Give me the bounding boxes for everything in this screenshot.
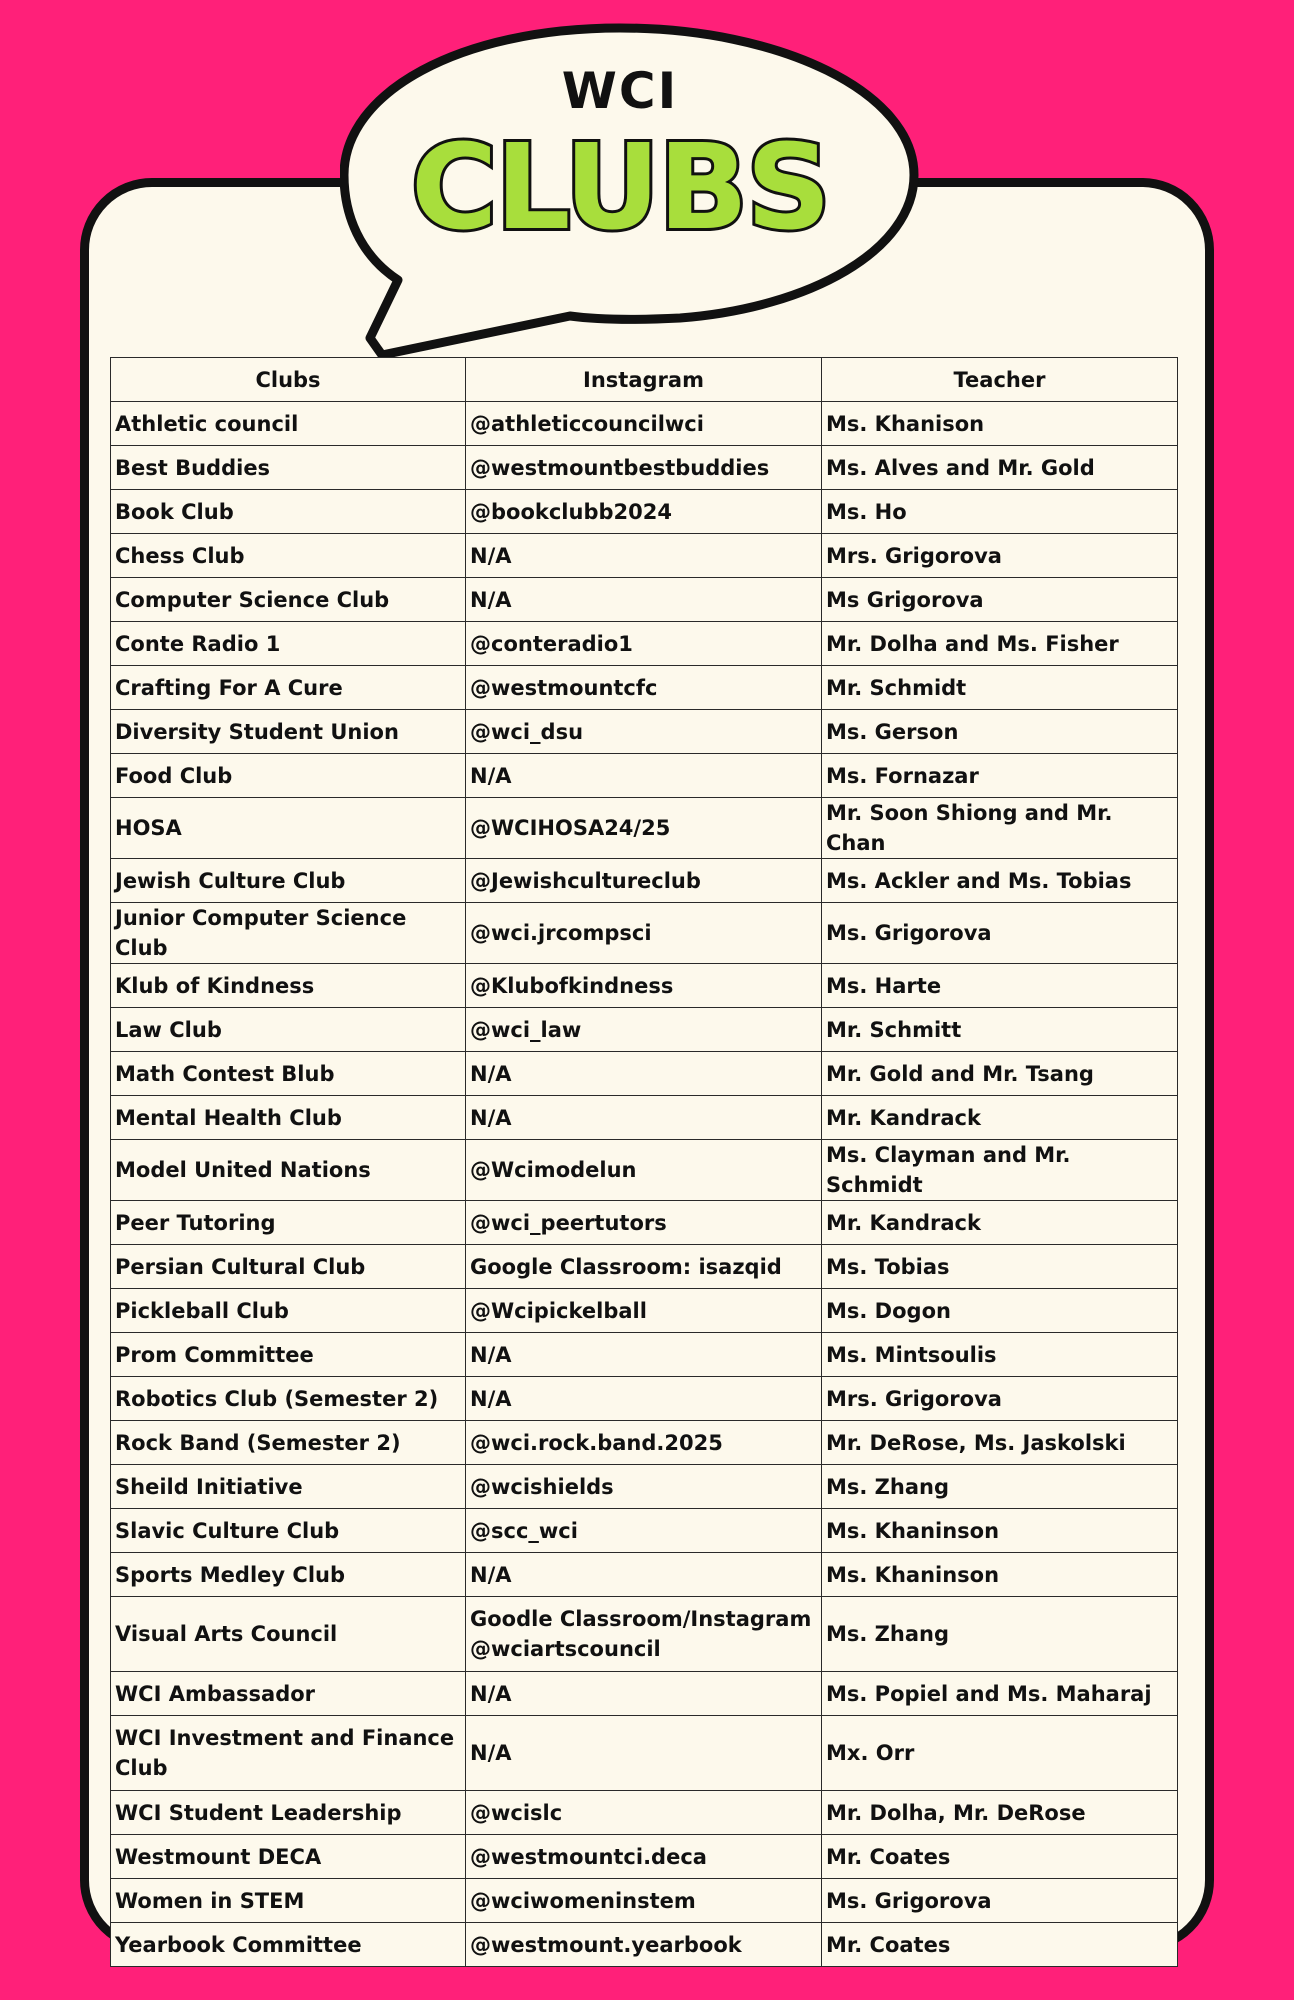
teacher-cell: Mr. Dolha, Mr. DeRose xyxy=(822,1791,1178,1835)
table-row xyxy=(111,1289,1178,1333)
table-row xyxy=(111,666,1178,710)
teacher-cell: Ms. Khanison xyxy=(822,402,1178,446)
club-name-cell: Rock Band (Semester 2) xyxy=(111,1421,466,1465)
speech-bubble xyxy=(340,0,920,370)
club-name-cell: Best Buddies xyxy=(111,446,466,490)
table-row xyxy=(111,1597,1178,1672)
table-row xyxy=(111,1791,1178,1835)
instagram-cell: @wci.jrcompsci xyxy=(466,903,822,964)
table-row xyxy=(111,754,1178,798)
instagram-cell: N/A xyxy=(466,1377,822,1421)
club-name-cell: Crafting For A Cure xyxy=(111,666,466,710)
table-row xyxy=(111,1923,1178,1967)
table-row xyxy=(111,1465,1178,1509)
instagram-cell: Google Classroom: isazqid xyxy=(466,1245,822,1289)
teacher-cell: Mr. DeRose, Ms. Jaskolski xyxy=(822,1421,1178,1465)
teacher-cell: Ms. Fornazar xyxy=(822,754,1178,798)
club-name-cell: Sports Medley Club xyxy=(111,1553,466,1597)
teacher-cell: Ms. Popiel and Ms. Maharaj xyxy=(822,1672,1178,1716)
instagram-cell: N/A xyxy=(466,1052,822,1096)
instagram-cell: @westmount.yearbook xyxy=(466,1923,822,1967)
header-big-title: CLUBS xyxy=(410,118,830,256)
header-small-title: WCI xyxy=(561,62,679,120)
teacher-cell: Ms. Alves and Mr. Gold xyxy=(822,446,1178,490)
club-name-cell: Pickleball Club xyxy=(111,1289,466,1333)
table-row xyxy=(111,446,1178,490)
club-name-cell: Jewish Culture Club xyxy=(111,859,466,903)
teacher-cell: Mr. Soon Shiong and Mr. Chan xyxy=(822,798,1178,859)
instagram-cell: @westmountbestbuddies xyxy=(466,446,822,490)
table-row xyxy=(111,964,1178,1008)
club-name-cell: WCI Ambassador xyxy=(111,1672,466,1716)
club-name-cell: Model United Nations xyxy=(111,1140,466,1201)
club-name-cell: Book Club xyxy=(111,490,466,534)
club-name-cell: Prom Committee xyxy=(111,1333,466,1377)
club-name-cell: WCI Investment and Finance Club xyxy=(111,1716,466,1791)
club-name-cell: Yearbook Committee xyxy=(111,1923,466,1967)
instagram-cell: @athleticcouncilwci xyxy=(466,402,822,446)
teacher-cell: Ms. Ackler and Ms. Tobias xyxy=(822,859,1178,903)
club-name-cell: WCI Student Leadership xyxy=(111,1791,466,1835)
club-name-cell: Chess Club xyxy=(111,534,466,578)
instagram-cell: @wcishields xyxy=(466,1465,822,1509)
table-row xyxy=(111,490,1178,534)
table-row xyxy=(111,1509,1178,1553)
table-row xyxy=(111,1421,1178,1465)
column-header-instagram: Instagram xyxy=(466,358,822,402)
teacher-cell: Mrs. Grigorova xyxy=(822,534,1178,578)
table-row xyxy=(111,1716,1178,1791)
club-name-cell: Junior Computer Science Club xyxy=(111,903,466,964)
instagram-cell: @WCIHOSA24/25 xyxy=(466,798,822,859)
teacher-cell: Ms. Clayman and Mr. Schmidt xyxy=(822,1140,1178,1201)
table-row xyxy=(111,859,1178,903)
clubs-table xyxy=(110,357,1178,1967)
teacher-cell: Mr. Gold and Mr. Tsang xyxy=(822,1052,1178,1096)
instagram-cell: N/A xyxy=(466,1716,822,1791)
teacher-cell: Ms. Tobias xyxy=(822,1245,1178,1289)
table-row xyxy=(111,1553,1178,1597)
table-row xyxy=(111,1201,1178,1245)
table-row xyxy=(111,1140,1178,1201)
club-name-cell: Food Club xyxy=(111,754,466,798)
instagram-cell: @Jewishcultureclub xyxy=(466,859,822,903)
instagram-cell: Goodle Classroom/Instagram @wciartscouncil xyxy=(466,1597,822,1672)
table-row xyxy=(111,710,1178,754)
instagram-cell: @westmountci.deca xyxy=(466,1835,822,1879)
instagram-cell: N/A xyxy=(466,1333,822,1377)
table-row xyxy=(111,534,1178,578)
teacher-cell: Ms. Khaninson xyxy=(822,1509,1178,1553)
club-name-cell: Diversity Student Union xyxy=(111,710,466,754)
table-row xyxy=(111,1008,1178,1052)
table-row xyxy=(111,903,1178,964)
teacher-cell: Mr. Kandrack xyxy=(822,1096,1178,1140)
teacher-cell: Ms. Dogon xyxy=(822,1289,1178,1333)
teacher-cell: Mx. Orr xyxy=(822,1716,1178,1791)
column-header-clubs: Clubs xyxy=(111,358,466,402)
table-row xyxy=(111,1245,1178,1289)
table-row xyxy=(111,1879,1178,1923)
instagram-cell: N/A xyxy=(466,1096,822,1140)
column-header-teacher: Teacher xyxy=(822,358,1178,402)
instagram-cell: N/A xyxy=(466,578,822,622)
instagram-cell: @Wcipickelball xyxy=(466,1289,822,1333)
teacher-cell: Mrs. Grigorova xyxy=(822,1377,1178,1421)
club-name-cell: Westmount DECA xyxy=(111,1835,466,1879)
teacher-cell: Mr. Dolha and Ms. Fisher xyxy=(822,622,1178,666)
instagram-cell: N/A xyxy=(466,534,822,578)
club-name-cell: Slavic Culture Club xyxy=(111,1509,466,1553)
teacher-cell: Ms. Gerson xyxy=(822,710,1178,754)
instagram-cell: N/A xyxy=(466,1672,822,1716)
instagram-cell: @wci.rock.band.2025 xyxy=(466,1421,822,1465)
club-name-cell: Klub of Kindness xyxy=(111,964,466,1008)
club-name-cell: Peer Tutoring xyxy=(111,1201,466,1245)
teacher-cell: Ms. Grigorova xyxy=(822,1879,1178,1923)
instagram-cell: @Klubofkindness xyxy=(466,964,822,1008)
table-row xyxy=(111,1672,1178,1716)
teacher-cell: Mr. Schmidt xyxy=(822,666,1178,710)
teacher-cell: Ms. Ho xyxy=(822,490,1178,534)
club-name-cell: Conte Radio 1 xyxy=(111,622,466,666)
instagram-cell: @wci_dsu xyxy=(466,710,822,754)
club-name-cell: Women in STEM xyxy=(111,1879,466,1923)
club-name-cell: Visual Arts Council xyxy=(111,1597,466,1672)
teacher-cell: Mr. Coates xyxy=(822,1835,1178,1879)
instagram-cell: @Wcimodelun xyxy=(466,1140,822,1201)
club-name-cell: Persian Cultural Club xyxy=(111,1245,466,1289)
instagram-cell: @wcislc xyxy=(466,1791,822,1835)
table-row xyxy=(111,798,1178,859)
teacher-cell: Ms Grigorova xyxy=(822,578,1178,622)
club-name-cell: Robotics Club (Semester 2) xyxy=(111,1377,466,1421)
table-row xyxy=(111,622,1178,666)
teacher-cell: Mr. Schmitt xyxy=(822,1008,1178,1052)
teacher-cell: Ms. Khaninson xyxy=(822,1553,1178,1597)
table-row xyxy=(111,578,1178,622)
teacher-cell: Mr. Coates xyxy=(822,1923,1178,1967)
table-row xyxy=(111,1333,1178,1377)
table-header-row xyxy=(111,358,1178,402)
instagram-cell: @conteradio1 xyxy=(466,622,822,666)
club-name-cell: Mental Health Club xyxy=(111,1096,466,1140)
club-name-cell: Athletic council xyxy=(111,402,466,446)
instagram-cell: N/A xyxy=(466,754,822,798)
teacher-cell: Ms. Zhang xyxy=(822,1465,1178,1509)
club-name-cell: Computer Science Club xyxy=(111,578,466,622)
table-row xyxy=(111,1096,1178,1140)
teacher-cell: Ms. Harte xyxy=(822,964,1178,1008)
club-name-cell: HOSA xyxy=(111,798,466,859)
teacher-cell: Ms. Zhang xyxy=(822,1597,1178,1672)
instagram-cell: @westmountcfc xyxy=(466,666,822,710)
teacher-cell: Ms. Mintsoulis xyxy=(822,1333,1178,1377)
instagram-cell: @scc_wci xyxy=(466,1509,822,1553)
instagram-cell: @bookclubb2024 xyxy=(466,490,822,534)
table-row xyxy=(111,1377,1178,1421)
instagram-cell: @wci_peertutors xyxy=(466,1201,822,1245)
instagram-cell: @wci_law xyxy=(466,1008,822,1052)
table-row xyxy=(111,1052,1178,1096)
club-name-cell: Law Club xyxy=(111,1008,466,1052)
table-row xyxy=(111,1835,1178,1879)
teacher-cell: Ms. Grigorova xyxy=(822,903,1178,964)
instagram-cell: N/A xyxy=(466,1553,822,1597)
instagram-cell: @wciwomeninstem xyxy=(466,1879,822,1923)
teacher-cell: Mr. Kandrack xyxy=(822,1201,1178,1245)
club-name-cell: Math Contest Blub xyxy=(111,1052,466,1096)
table-row xyxy=(111,402,1178,446)
club-name-cell: Sheild Initiative xyxy=(111,1465,466,1509)
